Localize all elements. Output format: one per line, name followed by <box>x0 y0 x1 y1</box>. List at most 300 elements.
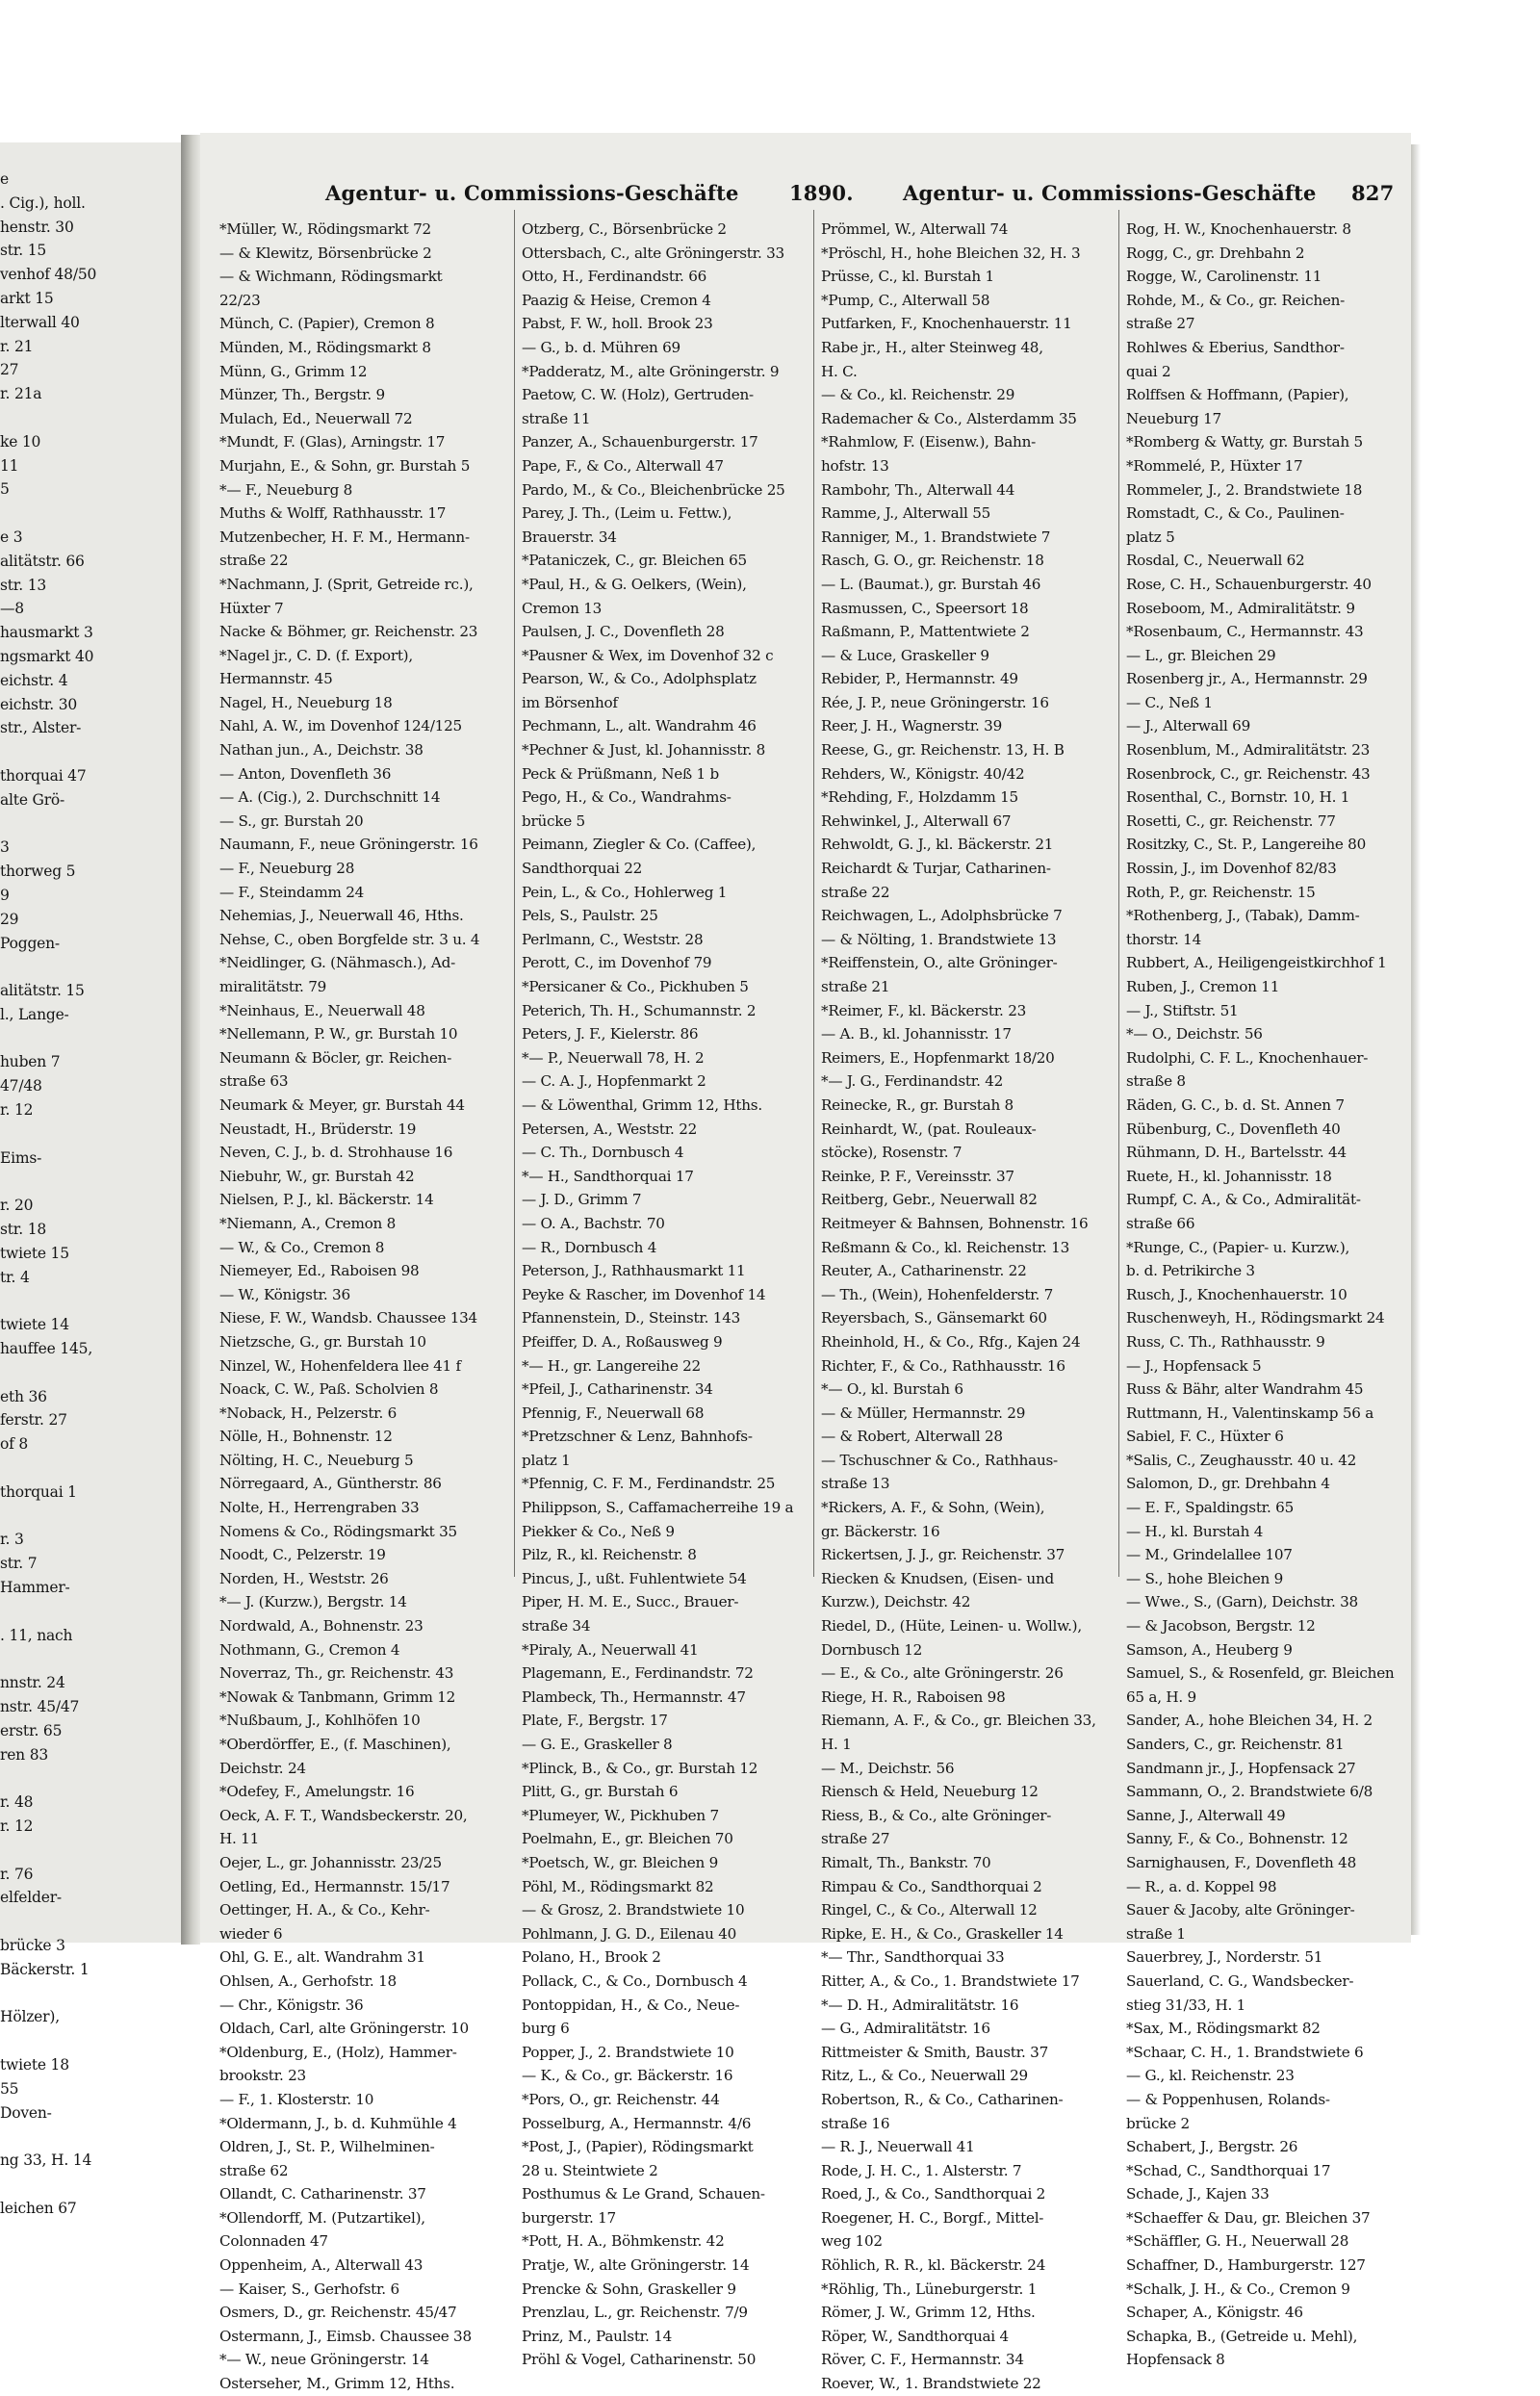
directory-entry-line: Osterseher, M., Grimm 12, Hths. <box>219 2375 455 2393</box>
directory-entry-line: Plitt, G., gr. Burstah 6 <box>522 1783 679 1801</box>
left-page-line: tr. 4 <box>0 1268 30 1286</box>
directory-entry-line: — A. B., kl. Johannisstr. 17 <box>821 1025 1012 1043</box>
directory-entry-line: Muths & Wolff, Rathhausstr. 17 <box>219 504 447 523</box>
directory-entry-line: Posselburg, A., Hermannstr. 4/6 <box>522 2114 752 2132</box>
directory-entry-line: *Romberg & Watty, gr. Burstah 5 <box>1126 433 1363 451</box>
page-edge-shadow <box>1411 144 1421 1935</box>
directory-entry-line: Ollandt, C. Catharinenstr. 37 <box>219 2185 426 2203</box>
directory-entry-line: Brauerstr. 34 <box>522 528 617 546</box>
directory-entry-line: Ruben, J., Cremon 11 <box>1126 978 1280 995</box>
directory-entry-line: 65 a, H. 9 <box>1126 1688 1196 1706</box>
directory-entry-line: Ruschenweyh, H., Rödingsmarkt 24 <box>1126 1309 1385 1327</box>
directory-entry-line: Piekker & Co., Neß 9 <box>522 1522 675 1540</box>
directory-entry-line: *Röhlig, Th., Lüneburgerstr. 1 <box>821 2280 1038 2298</box>
directory-entry-line: *Sax, M., Rödingsmarkt 82 <box>1126 2020 1321 2038</box>
directory-entry-line: — J., Alterwall 69 <box>1126 717 1251 735</box>
directory-entry-line: Ruttmann, H., Valentinskamp 56 a <box>1126 1404 1374 1422</box>
directory-entry-line: Prömmel, W., Alterwall 74 <box>821 220 1009 238</box>
left-page-line: r. 76 <box>0 1865 34 1883</box>
directory-entry-line: *Pors, O., gr. Reichenstr. 44 <box>522 2090 720 2108</box>
directory-entry-line: Nörregaard, A., Güntherstr. 86 <box>219 1475 442 1493</box>
directory-entry-line: Reßmann & Co., kl. Reichenstr. 13 <box>821 1238 1070 1256</box>
directory-entry-line: H. 1 <box>821 1736 852 1753</box>
left-page-line <box>0 1839 181 1863</box>
directory-entry-line: Oettinger, H. A., & Co., Kehr- <box>219 1901 430 1919</box>
directory-entry-line: Schabert, J., Bergstr. 26 <box>1126 2138 1298 2156</box>
directory-entry-line: Rosetti, C., gr. Reichenstr. 77 <box>1126 812 1336 830</box>
directory-entry-line: Sauerbrey, J., Norderstr. 51 <box>1126 1948 1323 1967</box>
left-page-line: r. 12 <box>0 1101 34 1120</box>
directory-entry-line: H. 11 <box>219 1830 259 1848</box>
directory-entry-line: Pratje, W., alte Gröningerstr. 14 <box>522 2256 750 2275</box>
left-page-line: str. 7 <box>0 1555 38 1573</box>
directory-entry-line: straße 62 <box>219 2161 289 2179</box>
directory-entry-line: — L., gr. Bleichen 29 <box>1126 646 1276 664</box>
directory-entry-line: Rittmeister & Smith, Baustr. 37 <box>821 2043 1048 2061</box>
directory-entry-line: Riess, B., & Co., alte Gröninger- <box>821 1806 1052 1824</box>
directory-entry-line: Richter, F., & Co., Rathhausstr. 16 <box>821 1356 1065 1375</box>
directory-entry-line: Peck & Prüßmann, Neß 1 b <box>522 764 719 783</box>
directory-entry-line: 28 u. Steintwiete 2 <box>522 2161 658 2179</box>
directory-entry-line: *Oberdörffer, E., (f. Maschinen), <box>219 1736 451 1753</box>
directory-entry-line: Colonnaden 47 <box>219 2232 328 2251</box>
directory-entry-line: *Rickers, A. F., & Sohn, (Wein), <box>821 1499 1045 1517</box>
directory-entry-line: Pardo, M., & Co., Bleichenbrücke 25 <box>522 480 785 499</box>
directory-entry-line: Reimers, E., Hopfenmarkt 18/20 <box>821 1048 1055 1067</box>
directory-entry-line: — W., & Co., Cremon 8 <box>219 1238 385 1256</box>
directory-entry-line: *Nußbaum, J., Kohlhöfen 10 <box>219 1712 421 1730</box>
directory-entry-line: Pape, F., & Co., Alterwall 47 <box>522 456 724 475</box>
directory-entry-line: Hüxter 7 <box>219 599 284 617</box>
directory-entry-line: Roseboom, M., Admiralitätstr. 9 <box>1126 599 1355 617</box>
directory-entry-line: *— P., Neuerwall 78, H. 2 <box>522 1048 705 1067</box>
directory-column-3 <box>821 218 1119 2396</box>
directory-entry-line: *Pausner & Wex, im Dovenhof 32 c <box>522 646 774 664</box>
directory-entry-line: — & Robert, Alterwall 28 <box>821 1428 1003 1446</box>
directory-entry-line: Rode, J. H. C., 1. Alsterstr. 7 <box>821 2161 1022 2179</box>
directory-entry-line: Münzer, Th., Bergstr. 9 <box>219 386 385 404</box>
left-page-line: ke 10 <box>0 432 41 451</box>
directory-entry-line: Russ, C. Th., Rathhausstr. 9 <box>1126 1332 1325 1351</box>
directory-entry-line: Niese, F. W., Wandsb. Chaussee 134 <box>219 1309 477 1327</box>
directory-entry-line: — C., Neß 1 <box>1126 693 1213 711</box>
directory-entry-line: — L. (Baumat.), gr. Burstah 46 <box>821 575 1041 593</box>
directory-entry-line: Pilz, R., kl. Reichenstr. 8 <box>522 1546 697 1564</box>
directory-entry-line: Sanne, J., Alterwall 49 <box>1126 1806 1286 1824</box>
directory-entry-line: — K., & Co., gr. Bäckerstr. 16 <box>522 2067 733 2085</box>
directory-entry-line: Pein, L., & Co., Hohlerweg 1 <box>522 883 728 901</box>
directory-entry-line: *Pretzschner & Lenz, Bahnhofs- <box>522 1428 753 1446</box>
directory-entry-line: — R., Dornbusch 4 <box>522 1238 657 1256</box>
left-page-line: thorweg 5 <box>0 863 76 881</box>
directory-entry-line: *Reiffenstein, O., alte Gröninger- <box>821 954 1058 972</box>
directory-entry-line: Rose, C. H., Schauenburgerstr. 40 <box>1126 575 1372 593</box>
directory-entry-line: Rositzky, C., St. P., Langereihe 80 <box>1126 836 1367 854</box>
directory-entry-line: *Plinck, B., & Co., gr. Burstah 12 <box>522 1759 758 1777</box>
directory-entry-line: Rubbert, A., Heiligengeistkirchhof 1 <box>1126 954 1387 972</box>
directory-entry-line: Röper, W., Sandthorquai 4 <box>821 2327 1009 2345</box>
directory-entry-line: Nacke & Böhmer, gr. Reichenstr. 23 <box>219 623 478 641</box>
left-page-line: huben 7 <box>0 1053 61 1071</box>
directory-entry-line: *Rahmlow, F. (Eisenw.), Bahn- <box>821 433 1036 451</box>
directory-entry-line: Rehders, W., Königstr. 40/42 <box>821 764 1025 783</box>
left-page-line <box>0 812 181 837</box>
directory-entry-line: Rheinhold, H., & Co., Rfg., Kajen 24 <box>821 1332 1081 1351</box>
directory-entry-line: Pels, S., Paulstr. 25 <box>522 907 658 925</box>
directory-entry-line: Hopfensack 8 <box>1126 2351 1225 2369</box>
directory-entry-line: *Nowak & Tanbmann, Grimm 12 <box>219 1688 456 1706</box>
directory-entry-line: Rée, J. P., neue Gröningerstr. 16 <box>821 693 1049 711</box>
directory-entry-line: Rimpau & Co., Sandthorquai 2 <box>821 1877 1042 1895</box>
directory-entry-line: Rogge, W., Carolinenstr. 11 <box>1126 268 1322 286</box>
left-page-line <box>0 2029 181 2053</box>
directory-entry-line: Pego, H., & Co., Wandrahms- <box>522 788 732 807</box>
left-page-line: Hammer- <box>0 1579 70 1597</box>
directory-entry-line: weg 102 <box>821 2232 883 2251</box>
left-page-line: str. 18 <box>0 1221 47 1239</box>
left-page-line: 27 <box>0 361 19 379</box>
directory-entry-line: Poelmahn, E., gr. Bleichen 70 <box>522 1830 733 1848</box>
directory-entry-line: — R., a. d. Koppel 98 <box>1126 1877 1277 1895</box>
directory-entry-line: Niemeyer, Ed., Raboisen 98 <box>219 1262 420 1280</box>
directory-entry-line: Rosenberg jr., A., Hermannstr. 29 <box>1126 670 1368 688</box>
directory-entry-line: — E., & Co., alte Gröningerstr. 26 <box>821 1664 1064 1683</box>
directory-entry-line: *Schad, C., Sandthorquai 17 <box>1126 2161 1331 2179</box>
directory-entry-line: Reitmeyer & Bahnsen, Bohnenstr. 16 <box>821 1214 1089 1232</box>
directory-entry-line: Reinke, P. F., Vereinsstr. 37 <box>821 1167 1014 1185</box>
directory-entry-line: — C. A. J., Hopfenmarkt 2 <box>522 1072 706 1091</box>
directory-entry-line: Rasch, G. O., gr. Reichenstr. 18 <box>821 552 1044 570</box>
left-page-line <box>0 1027 181 1051</box>
left-page-line: twiete 18 <box>0 2055 69 2074</box>
directory-entry-line: Roth, P., gr. Reichenstr. 15 <box>1126 883 1316 901</box>
left-page-line: . 11, nach <box>0 1626 73 1644</box>
directory-entry-line: Ruete, H., kl. Johannisstr. 18 <box>1126 1167 1332 1185</box>
directory-entry-line: — J. D., Grimm 7 <box>522 1191 642 1209</box>
directory-entry-line: — Tschuschner & Co., Rathhaus- <box>821 1451 1058 1469</box>
directory-entry-line: *— F., Neueburg 8 <box>219 480 353 499</box>
directory-entry-line: miralitätstr. 79 <box>219 978 327 995</box>
left-page-line: arkt 15 <box>0 289 54 307</box>
directory-entry-line: Samson, A., Heuberg 9 <box>1126 1640 1293 1659</box>
left-page-line <box>0 2173 181 2197</box>
directory-entry-line: Ritz, L., & Co., Neuerwall 29 <box>821 2067 1028 2085</box>
left-page-line: eichstr. 30 <box>0 695 78 713</box>
left-page-line <box>0 955 181 979</box>
directory-entry-line: Rabe jr., H., alter Steinweg 48, <box>821 338 1043 356</box>
directory-entry-line: — F., Steindamm 24 <box>219 883 365 901</box>
directory-entry-line: Ohl, G. E., alt. Wandrahm 31 <box>219 1948 425 1967</box>
directory-entry-line: Pollack, C., & Co., Dornbusch 4 <box>522 1971 748 1990</box>
left-page-line: 9 <box>0 886 10 904</box>
directory-entry-line: quai 2 <box>1126 362 1171 380</box>
directory-entry-line: *Pfennig, C. F. M., Ferdinandstr. 25 <box>522 1475 776 1493</box>
left-page-line: r. 21a <box>0 385 42 403</box>
directory-entry-line: *Müller, W., Rödingsmarkt 72 <box>219 220 431 238</box>
left-page-line: e 3 <box>0 528 23 546</box>
left-page-line: 55 <box>0 2079 19 2098</box>
left-page-line <box>0 1289 181 1313</box>
directory-entry-line: Kurzw.), Deichstr. 42 <box>821 1593 971 1611</box>
directory-entry-line: *Reimer, F., kl. Bäckerstr. 23 <box>821 1001 1027 1019</box>
directory-entry-line: Pfennig, F., Neuerwall 68 <box>522 1404 705 1422</box>
directory-entry-line: *Persicaner & Co., Pickhuben 5 <box>522 978 749 995</box>
left-page-line: r. 21 <box>0 337 34 355</box>
directory-entry-line: Neumann & Böcler, gr. Reichen- <box>219 1048 452 1067</box>
left-page-line: nnstr. 24 <box>0 1674 65 1692</box>
directory-entry-line: straße 34 <box>522 1617 591 1636</box>
directory-entry-line: Reichardt & Turjar, Catharinen- <box>821 860 1051 878</box>
directory-entry-line: *Poetsch, W., gr. Bleichen 9 <box>522 1853 718 1871</box>
directory-entry-line: straße 8 <box>1126 1072 1186 1091</box>
directory-entry-line: Reitberg, Gebr., Neuerwall 82 <box>821 1191 1038 1209</box>
directory-entry-line: straße 66 <box>1126 1214 1195 1232</box>
directory-entry-line: Rommeler, J., 2. Brandstwiete 18 <box>1126 480 1363 499</box>
directory-entry-line: *— O., Deichstr. 56 <box>1126 1025 1263 1043</box>
page-number: 827 <box>1351 181 1395 205</box>
directory-entry-line: — & Luce, Graskeller 9 <box>821 646 989 664</box>
directory-entry-line: Rusch, J., Knochenhauerstr. 10 <box>1126 1285 1348 1303</box>
directory-entry-line: — R. J., Neuerwall 41 <box>821 2138 975 2156</box>
directory-entry-line: Rosenblum, M., Admiralitätstr. 23 <box>1126 741 1371 760</box>
directory-entry-line: Peimann, Ziegler & Co. (Caffee), <box>522 836 757 854</box>
left-page-line <box>0 1122 181 1146</box>
directory-entry-line: *Ollendorff, M. (Putzartikel), <box>219 2208 425 2227</box>
left-page-line: 29 <box>0 910 19 928</box>
directory-entry-line: gr. Bäckerstr. 16 <box>821 1522 940 1540</box>
left-page-line: e <box>0 170 9 188</box>
left-page-line: str. 15 <box>0 242 47 260</box>
directory-entry-line: Sanders, C., gr. Reichenstr. 81 <box>1126 1736 1345 1753</box>
directory-entry-line: brookstr. 23 <box>219 2067 306 2085</box>
directory-entry-line: Noodt, C., Pelzerstr. 19 <box>219 1546 386 1564</box>
directory-entry-line: Putfarken, F., Knochenhauerstr. 11 <box>821 315 1072 333</box>
directory-entry-line: — F., Neueburg 28 <box>219 860 355 878</box>
directory-entry-line: Riensch & Held, Neueburg 12 <box>821 1783 1039 1801</box>
directory-entry-line: straße 22 <box>821 883 890 901</box>
directory-entry-line: Nielsen, P. J., kl. Bäckerstr. 14 <box>219 1191 434 1209</box>
directory-entry-line: *Rehding, F., Holzdamm 15 <box>821 788 1018 807</box>
directory-entry-line: — & Müller, Hermannstr. 29 <box>821 1404 1026 1422</box>
directory-entry-line: Nothmann, G., Cremon 4 <box>219 1640 400 1659</box>
directory-entry-line: *Schalk, J. H., & Co., Cremon 9 <box>1126 2280 1350 2298</box>
directory-entry-line: Sauerland, C. G., Wandsbecker- <box>1126 1971 1354 1990</box>
directory-entry-line: Parey, J. Th., (Leim u. Fettw.), <box>522 504 732 523</box>
left-page-line: twiete 14 <box>0 1316 69 1334</box>
left-page-line: —8 <box>0 600 24 618</box>
directory-entry-line: Reichwagen, L., Adolphsbrücke 7 <box>821 907 1063 925</box>
directory-entry-line: *Noback, H., Pelzerstr. 6 <box>219 1404 398 1422</box>
directory-entry-line: *— H., gr. Langereihe 22 <box>522 1356 701 1375</box>
directory-entry-line: Sandthorquai 22 <box>522 860 643 878</box>
directory-entry-line: *Piraly, A., Neuerwall 41 <box>522 1640 699 1659</box>
directory-entry-line: *— W., neue Gröningerstr. 14 <box>219 2351 429 2369</box>
directory-entry-line: Neumark & Meyer, gr. Burstah 44 <box>219 1095 465 1114</box>
directory-entry-line: *— O., kl. Burstah 6 <box>821 1380 963 1399</box>
directory-entry-line: *Odefey, F., Amelungstr. 16 <box>219 1783 415 1801</box>
directory-entry-line: stöcke), Rosenstr. 7 <box>821 1144 962 1162</box>
left-page-line: hauffee 145, <box>0 1340 93 1358</box>
directory-entry-line: Schaper, A., Königstr. 46 <box>1126 2304 1303 2322</box>
directory-entry-line: Oetling, Ed., Hermannstr. 15/17 <box>219 1877 450 1895</box>
running-head-year: 1890. <box>789 181 854 205</box>
directory-entry-line: Prencke & Sohn, Graskeller 9 <box>522 2280 736 2298</box>
directory-entry-line: Pfeiffer, D. A., Roßausweg 9 <box>522 1332 723 1351</box>
directory-entry-line: Peters, J. F., Kielerstr. 86 <box>522 1025 699 1043</box>
directory-entry-line: Pröhl & Vogel, Catharinenstr. 50 <box>522 2351 757 2369</box>
directory-entry-line: *Rommelé, P., Hüxter 17 <box>1126 456 1303 475</box>
left-page-line: thorquai 1 <box>0 1482 77 1501</box>
left-page-line: 11 <box>0 456 19 475</box>
left-page-line <box>0 1456 181 1481</box>
directory-entry-line: Panzer, A., Schauenburgerstr. 17 <box>522 433 758 451</box>
directory-entry-line: Rolffsen & Hoffmann, (Papier), <box>1126 386 1349 404</box>
left-page-line: brücke 3 <box>0 1936 65 1954</box>
directory-entry-line: Posthumus & Le Grand, Schauen- <box>522 2185 765 2203</box>
directory-entry-line: straße 16 <box>821 2114 890 2132</box>
directory-entry-line: Riege, H. R., Raboisen 98 <box>821 1688 1006 1706</box>
directory-entry-line: Prinz, M., Paulstr. 14 <box>522 2327 673 2345</box>
directory-entry-line: — S., hohe Bleichen 9 <box>1126 1569 1284 1587</box>
directory-entry-line: straße 21 <box>821 978 890 995</box>
directory-entry-line: Hermannstr. 45 <box>219 670 333 688</box>
directory-entry-line: — F., 1. Klosterstr. 10 <box>219 2090 374 2108</box>
directory-entry-line: Osmers, D., gr. Reichenstr. 45/47 <box>219 2304 457 2322</box>
directory-entry-line: Perott, C., im Dovenhof 79 <box>522 954 712 972</box>
directory-entry-line: Rossin, J., im Dovenhof 82/83 <box>1126 860 1337 878</box>
directory-entry-line: *Neinhaus, E., Neuerwall 48 <box>219 1001 425 1019</box>
directory-entry-line: Neueburg 17 <box>1126 409 1221 427</box>
directory-entry-line: Rehwinkel, J., Alterwall 67 <box>821 812 1012 830</box>
left-page-line <box>0 1361 181 1385</box>
left-page-line: l., Lange- <box>0 1005 69 1023</box>
directory-entry-line: — G., b. d. Mühren 69 <box>522 338 680 356</box>
directory-entry-line: Murjahn, E., & Sohn, gr. Burstah 5 <box>219 456 471 475</box>
left-page-line: r. 48 <box>0 1793 34 1812</box>
directory-entry-line: — & Poppenhusen, Rolands- <box>1126 2090 1330 2108</box>
directory-entry-line: Philippson, S., Caffamacherreihe 19 a <box>522 1499 794 1517</box>
left-page-line: ferstr. 27 <box>0 1411 67 1430</box>
directory-entry-line: Reese, G., gr. Reichenstr. 13, H. B <box>821 741 1065 760</box>
directory-entry-line: — & Grosz, 2. Brandstwiete 10 <box>522 1901 745 1919</box>
directory-entry-line: straße 27 <box>1126 315 1195 333</box>
directory-entry-line: Polano, H., Brook 2 <box>522 1948 661 1967</box>
left-page-line <box>0 1505 181 1529</box>
directory-entry-line: Paulsen, J. C., Dovenfleth 28 <box>522 623 725 641</box>
directory-entry-line: Romstadt, C., & Co., Paulinen- <box>1126 504 1345 523</box>
directory-entry-line: Sandmann jr., J., Hopfensack 27 <box>1126 1759 1356 1777</box>
directory-entry-line: thorstr. 14 <box>1126 930 1202 948</box>
directory-entry-line: *Niemann, A., Cremon 8 <box>219 1214 397 1232</box>
directory-entry-line: Oeck, A. F. T., Wandsbeckerstr. 20, <box>219 1806 468 1824</box>
directory-entry-line: Russ & Bähr, alter Wandrahm 45 <box>1126 1380 1364 1399</box>
directory-entry-line: Piper, H. M. E., Succ., Brauer- <box>522 1593 739 1611</box>
directory-entry-line: Reinecke, R., gr. Burstah 8 <box>821 1095 1014 1114</box>
directory-entry-line: *Rothenberg, J., (Tabak), Damm- <box>1126 907 1360 925</box>
left-page-line: henstr. 30 <box>0 218 74 236</box>
directory-entry-line: Reinhardt, W., (pat. Rouleaux- <box>821 1120 1037 1138</box>
directory-entry-line: Roever, W., 1. Brandstwiete 22 <box>821 2375 1041 2393</box>
directory-entry-line: Petersen, A., Weststr. 22 <box>522 1120 698 1138</box>
directory-entry-line: stieg 31/33, H. 1 <box>1126 1996 1246 2014</box>
directory-entry-line: — & Löwenthal, Grimm 12, Hths. <box>522 1095 762 1114</box>
directory-entry-line: *Schaeffer & Dau, gr. Bleichen 37 <box>1126 2208 1371 2227</box>
directory-column-2 <box>522 218 810 2372</box>
directory-entry-line: Rohde, M., & Co., gr. Reichen- <box>1126 291 1346 309</box>
directory-entry-line: *Plumeyer, W., Pickhuben 7 <box>522 1806 719 1824</box>
directory-entry-line: Pabst, F. W., holl. Brook 23 <box>522 315 713 333</box>
directory-entry-line: Sarnighausen, F., Dovenfleth 48 <box>1126 1853 1356 1871</box>
directory-entry-line: H. C. <box>821 362 858 380</box>
left-page-line: ngsmarkt 40 <box>0 647 94 665</box>
directory-entry-line: Münch, C. (Papier), Cremon 8 <box>219 315 435 333</box>
running-head-left: Agentur- u. Commissions-Geschäfte <box>325 181 739 205</box>
directory-entry-line: *— D. H., Admiralitätstr. 16 <box>821 1996 1019 2014</box>
directory-entry-line: Peterich, Th. H., Schumannstr. 2 <box>522 1001 757 1019</box>
left-page-line: 5 <box>0 480 10 499</box>
directory-entry-line: — G., Admiralitätstr. 16 <box>821 2020 990 2038</box>
directory-entry-line: Ritter, A., & Co., 1. Brandstwiete 17 <box>821 1971 1080 1990</box>
left-page-line: lterwall 40 <box>0 313 80 331</box>
directory-entry-line: — W., Königstr. 36 <box>219 1285 350 1303</box>
directory-entry-line: — & Jacobson, Bergstr. 12 <box>1126 1617 1316 1636</box>
directory-entry-line: Mutzenbecher, H. F. M., Hermann- <box>219 528 470 546</box>
directory-entry-line: Rogg, C., gr. Drehbahn 2 <box>1126 244 1305 262</box>
directory-entry-line: Salomon, D., gr. Drehbahn 4 <box>1126 1475 1330 1493</box>
directory-entry-line: Rühmann, D. H., Bartelsstr. 44 <box>1126 1144 1347 1162</box>
directory-entry-line: *Oldermann, J., b. d. Kuhmühle 4 <box>219 2114 457 2132</box>
directory-entry-line: Cremon 13 <box>522 599 603 617</box>
directory-entry-line: Rudolphi, C. F. L., Knochenhauer- <box>1126 1048 1369 1067</box>
directory-entry-line: Röhlich, R. R., kl. Bäckerstr. 24 <box>821 2256 1046 2275</box>
directory-entry-line: Oejer, L., gr. Johannisstr. 23/25 <box>219 1853 442 1871</box>
left-page-line: alitätstr. 15 <box>0 982 85 1000</box>
directory-entry-line: — M., Grindelallee 107 <box>1126 1546 1293 1564</box>
directory-entry-line: Riemann, A. F., & Co., gr. Bleichen 33, <box>821 1712 1096 1730</box>
column-rule <box>813 210 814 1577</box>
left-page-line <box>0 1910 181 1934</box>
directory-entry-line: Riedel, D., (Hüte, Leinen- u. Wollw.), <box>821 1617 1082 1636</box>
directory-entry-line: Rosdal, C., Neuerwall 62 <box>1126 552 1305 570</box>
directory-entry-line: Sauer & Jacoby, alte Gröninger- <box>1126 1901 1355 1919</box>
directory-entry-line: Rasmussen, C., Speersort 18 <box>821 599 1029 617</box>
directory-entry-line: Pontoppidan, H., & Co., Neue- <box>522 1996 740 2014</box>
directory-entry-line: *Schäffler, G. H., Neuerwall 28 <box>1126 2232 1349 2251</box>
directory-entry-line: Otto, H., Ferdinandstr. 66 <box>522 268 707 286</box>
directory-entry-line: Nagel, H., Neueburg 18 <box>219 693 393 711</box>
left-page-line: r. 3 <box>0 1531 24 1549</box>
directory-entry-line: straße 1 <box>1126 1924 1186 1943</box>
directory-entry-line: Oldach, Carl, alte Gröningerstr. 10 <box>219 2020 469 2038</box>
directory-entry-line: Roed, J., & Co., Sandthorquai 2 <box>821 2185 1046 2203</box>
left-page-line <box>0 1647 181 1671</box>
directory-entry-line: Ninzel, W., Hohenfeldera llee 41 f <box>219 1356 461 1375</box>
running-head-right: Agentur- u. Commissions-Geschäfte <box>903 181 1317 205</box>
directory-entry-line: — C. Th., Dornbusch 4 <box>522 1144 684 1162</box>
directory-entry-line: Sanny, F., & Co., Bohnenstr. 12 <box>1126 1830 1348 1848</box>
left-page-line: r. 20 <box>0 1197 34 1215</box>
directory-entry-line: Rademacher & Co., Alsterdamm 35 <box>821 409 1077 427</box>
directory-entry-line: *Schaar, C. H., 1. Brandstwiete 6 <box>1126 2043 1364 2061</box>
directory-entry-line: platz 5 <box>1126 528 1175 546</box>
directory-entry-line: platz 1 <box>522 1451 571 1469</box>
directory-entry-line: — S., gr. Burstah 20 <box>219 812 364 830</box>
directory-entry-line: *— Thr., Sandthorquai 33 <box>821 1948 1005 1967</box>
directory-entry-line: Nölle, H., Bohnenstr. 12 <box>219 1428 393 1446</box>
directory-entry-line: Peyke & Rascher, im Dovenhof 14 <box>522 1285 766 1303</box>
directory-entry-line: *Pott, H. A., Böhmkenstr. 42 <box>522 2232 725 2251</box>
left-page-line <box>0 502 181 526</box>
